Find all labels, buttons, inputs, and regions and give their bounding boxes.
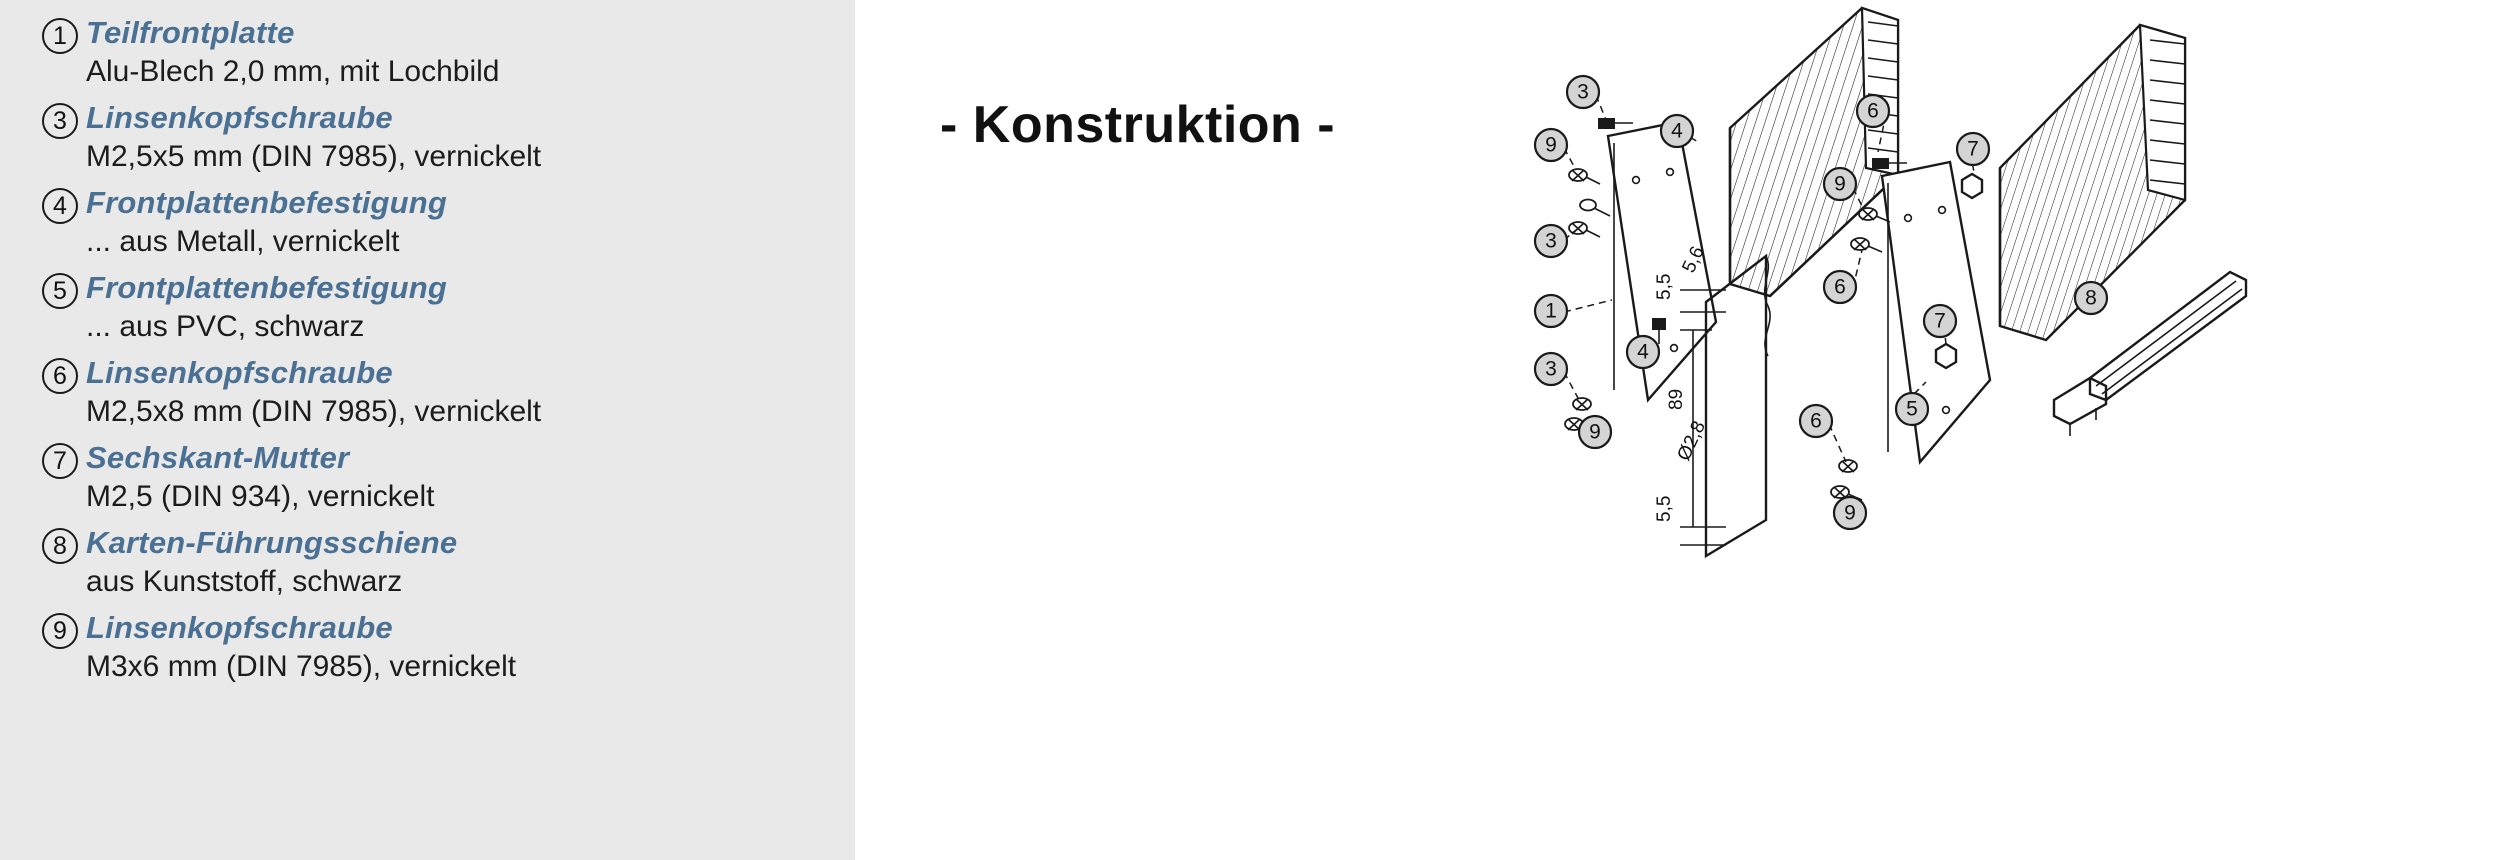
item-number-badge: 9 bbox=[42, 613, 78, 649]
dimension-label: 5,5 bbox=[1654, 273, 1675, 300]
balloon-label: 9 bbox=[1545, 133, 1557, 157]
dimension-label: 5,5 bbox=[1654, 495, 1675, 522]
item-number-badge: 8 bbox=[42, 528, 78, 564]
balloon-label: 7 bbox=[1934, 309, 1946, 333]
balloon-label: 4 bbox=[1671, 119, 1683, 143]
balloon-label: 9 bbox=[1844, 501, 1856, 525]
item-title: Sechskant-Mutter bbox=[86, 440, 350, 475]
balloon-label: 3 bbox=[1577, 80, 1589, 104]
item-title: Frontplattenbefestigung bbox=[86, 270, 448, 305]
left-assembly bbox=[1535, 8, 1898, 448]
right-assembly bbox=[1800, 25, 2246, 529]
item-title: Linsenkopfschraube bbox=[86, 355, 393, 390]
balloon-label: 1 bbox=[1545, 299, 1557, 323]
item-title: Linsenkopfschraube bbox=[86, 610, 393, 645]
item-description: Alu-Blech 2,0 mm, mit Lochbild bbox=[86, 55, 500, 88]
item-description: M2,5x5 mm (DIN 7985), vernickelt bbox=[86, 140, 542, 173]
list-item bbox=[18, 14, 855, 91]
item-title: Linsenkopfschraube bbox=[86, 100, 393, 135]
page-title: - Konstruktion - bbox=[940, 96, 1336, 154]
item-title: Frontplattenbefestigung bbox=[86, 185, 448, 220]
balloon-8 bbox=[2075, 282, 2107, 314]
balloon-1 bbox=[1535, 295, 1567, 327]
balloon-4-top bbox=[1661, 115, 1693, 147]
item-number-badge: 6 bbox=[42, 358, 78, 394]
balloon-7-top bbox=[1957, 133, 1989, 165]
dimension-label: Ø2,8 bbox=[1673, 417, 1710, 465]
balloon-9-upper bbox=[1535, 129, 1567, 161]
list-item bbox=[18, 609, 855, 686]
balloon-label: 3 bbox=[1545, 229, 1557, 253]
balloon-label: 4 bbox=[1637, 340, 1649, 364]
balloon-label: 6 bbox=[1810, 409, 1822, 433]
item-description: aus Kunststoff, schwarz bbox=[86, 565, 403, 598]
balloon-6-mid bbox=[1824, 271, 1856, 303]
parts-legend-panel bbox=[0, 0, 855, 860]
list-item bbox=[18, 439, 855, 516]
list-item bbox=[18, 99, 855, 176]
balloon-label: 9 bbox=[1834, 172, 1846, 196]
balloon-9-low bbox=[1834, 497, 1866, 529]
item-description: ... aus PVC, schwarz bbox=[86, 310, 365, 343]
item-number-badge: 4 bbox=[42, 188, 78, 224]
item-description: M2,5x8 mm (DIN 7985), vernickelt bbox=[86, 395, 542, 428]
balloon-9-right bbox=[1824, 168, 1856, 200]
item-description: M3x6 mm (DIN 7985), vernickelt bbox=[86, 650, 517, 683]
list-item bbox=[18, 184, 855, 261]
balloon-3-mid bbox=[1535, 225, 1567, 257]
dimension-label: 5,6 bbox=[1678, 243, 1709, 277]
balloon-7-mid bbox=[1924, 305, 1956, 337]
balloon-label: 7 bbox=[1967, 137, 1979, 161]
balloon-label: 8 bbox=[2085, 286, 2097, 310]
item-number-badge: 7 bbox=[42, 443, 78, 479]
balloon-label: 6 bbox=[1867, 99, 1879, 123]
balloon-9-lower bbox=[1579, 416, 1611, 448]
balloon-label: 5 bbox=[1906, 397, 1918, 421]
item-title: Teilfrontplatte bbox=[86, 15, 295, 50]
balloon-6-top bbox=[1857, 95, 1889, 127]
balloon-label: 3 bbox=[1545, 357, 1557, 381]
item-description: M2,5 (DIN 934), vernickelt bbox=[86, 480, 435, 513]
item-number-badge: 5 bbox=[42, 273, 78, 309]
balloon-3-top bbox=[1567, 76, 1599, 108]
list-item bbox=[18, 269, 855, 346]
item-number-badge: 1 bbox=[42, 18, 78, 54]
item-title: Karten-Führungsschiene bbox=[86, 525, 458, 560]
balloon-label: 6 bbox=[1834, 275, 1846, 299]
list-item bbox=[18, 524, 855, 601]
item-number-badge: 3 bbox=[42, 103, 78, 139]
dimension-label: 89 bbox=[1666, 388, 1687, 410]
exploded-assembly-drawing bbox=[1530, 0, 2520, 860]
balloon-label: 9 bbox=[1589, 420, 1601, 444]
balloon-3-lower bbox=[1535, 353, 1567, 385]
item-description: ... aus Metall, vernickelt bbox=[86, 225, 400, 258]
list-item bbox=[18, 354, 855, 431]
balloon-5 bbox=[1896, 393, 1928, 425]
balloon-4-lower bbox=[1627, 336, 1659, 368]
left-rear-perforated-plate bbox=[1730, 8, 1898, 296]
balloon-6-low bbox=[1800, 405, 1832, 437]
